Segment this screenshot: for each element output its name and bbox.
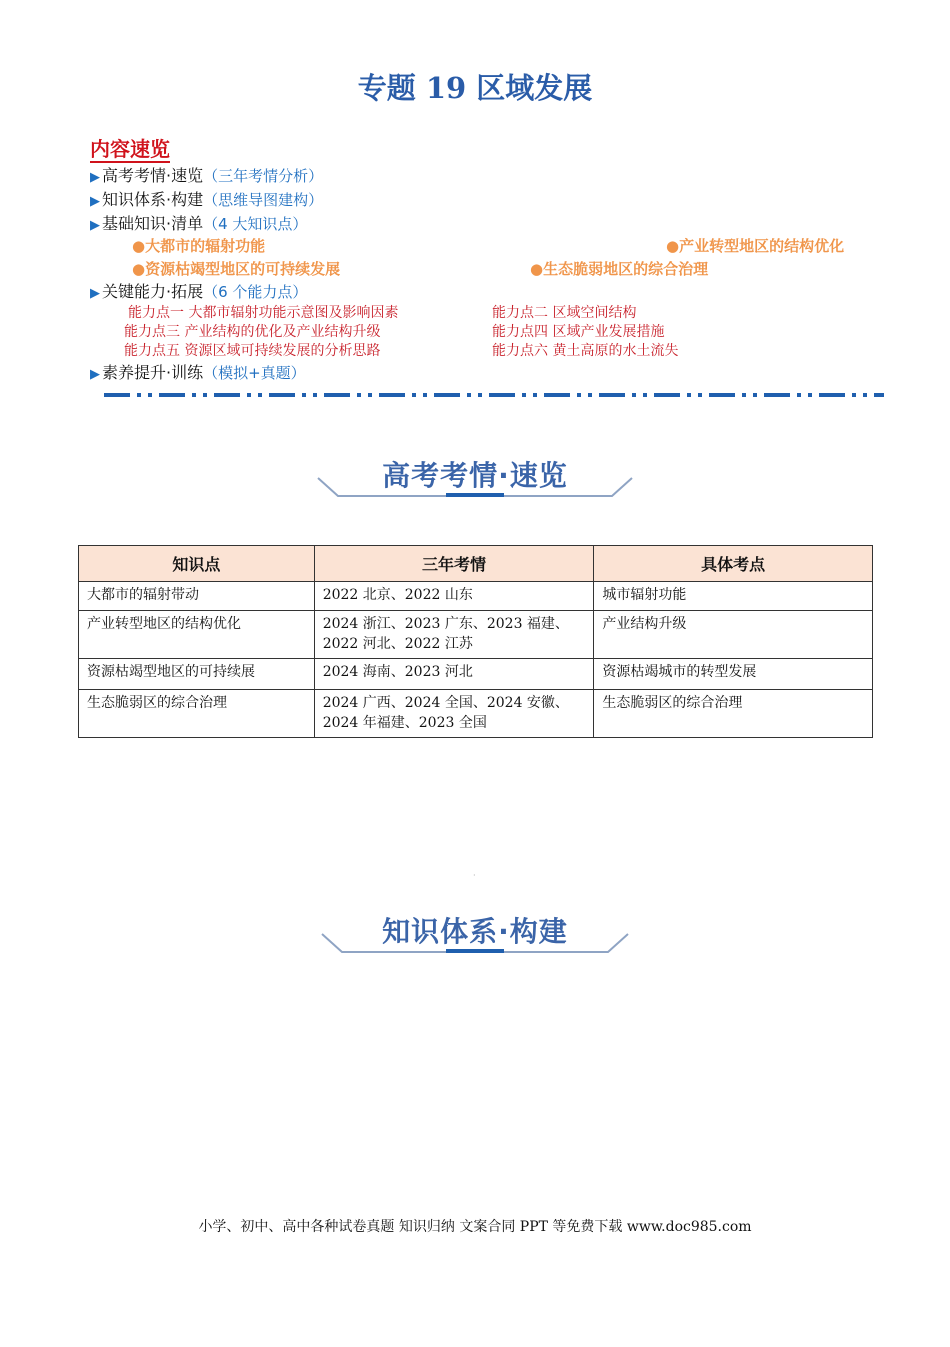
- exam-table: [78, 545, 873, 738]
- ability-point-5: 能力点五 资源区域可持续发展的分析思路: [124, 343, 381, 359]
- table-cell: 城市辐射功能: [594, 582, 873, 611]
- table-cell: 生态脆弱区的综合治理: [594, 690, 873, 738]
- knowledge-point-1: ●大都市的辐射功能: [132, 237, 266, 255]
- table-cell: 2024 海南、2023 河北: [314, 659, 594, 690]
- table-row: [79, 659, 873, 690]
- toc-heading: 内容速览: [90, 137, 170, 161]
- table-cell: 2022 北京、2022 山东: [314, 582, 594, 611]
- knowledge-point-4: ●生态脆弱地区的综合治理: [530, 260, 709, 278]
- ability-point-2: 能力点二 区域空间结构: [492, 305, 637, 321]
- ability-point-3: 能力点三 产业结构的优化及产业结构升级: [124, 324, 381, 340]
- table-row: [79, 582, 873, 611]
- column-header: 三年考情: [314, 546, 594, 582]
- ability-point-6: 能力点六 黄土高原的水土流失: [492, 343, 679, 359]
- toc-item-3[interactable]: ▶ 基础知识·清单（4 大知识点）: [90, 214, 308, 233]
- dashed-divider: [104, 392, 884, 398]
- section-title-knowledge: 知识体系·构建: [382, 915, 568, 948]
- table-cell: 2024 广西、2024 全国、2024 安徽、2024 年福建、2023 全国: [314, 690, 594, 738]
- table-row: [79, 611, 873, 659]
- knowledge-point-2: ●产业转型地区的结构优化: [666, 237, 845, 255]
- ability-point-4: 能力点四 区域产业发展措施: [492, 324, 665, 340]
- table-cell: 产业转型地区的结构优化: [79, 611, 315, 659]
- triangle-bullet-icon: ▶: [90, 367, 100, 382]
- column-header: 具体考点: [594, 546, 873, 582]
- table-header-row: [79, 546, 873, 582]
- triangle-bullet-icon: ▶: [90, 286, 100, 301]
- table-row: [79, 690, 873, 738]
- ability-point-1: 能力点一 大都市辐射功能示意图及影响因素: [128, 305, 399, 321]
- page-title: 专题 19 区域发展: [357, 71, 593, 105]
- toc-item-1[interactable]: ▶ 高考考情·速览（三年考情分析）: [90, 166, 324, 185]
- toc-item-5[interactable]: ▶ 素养提升·训练（模拟+真题）: [90, 363, 306, 382]
- toc-item-2[interactable]: ▶ 知识体系·构建（思维导图建构）: [90, 190, 324, 209]
- column-header: 知识点: [79, 546, 315, 582]
- triangle-bullet-icon: ▶: [90, 170, 100, 185]
- table-cell: 2024 浙江、2023 广东、2023 福建、2022 河北、2022 江苏: [314, 611, 594, 659]
- table-cell: 大都市的辐射带动: [79, 582, 315, 611]
- triangle-bullet-icon: ▶: [90, 194, 100, 209]
- knowledge-point-3: ●资源枯竭型地区的可持续发展: [132, 260, 341, 278]
- toc-item-4[interactable]: ▶ 关键能力·拓展（6 个能力点）: [90, 282, 308, 301]
- table-cell: 产业结构升级: [594, 611, 873, 659]
- stray-dot: ·: [473, 871, 476, 880]
- triangle-bullet-icon: ▶: [90, 218, 100, 233]
- table-cell: 资源枯竭型地区的可持续展: [79, 659, 315, 690]
- section-title-exam: 高考考情·速览: [382, 459, 568, 492]
- table-cell: 生态脆弱区的综合治理: [79, 690, 315, 738]
- footer-text: 小学、初中、高中各种试卷真题 知识归纳 文案合同 PPT 等免费下载 www.doc985.com: [198, 1219, 752, 1235]
- table-cell: 资源枯竭城市的转型发展: [594, 659, 873, 690]
